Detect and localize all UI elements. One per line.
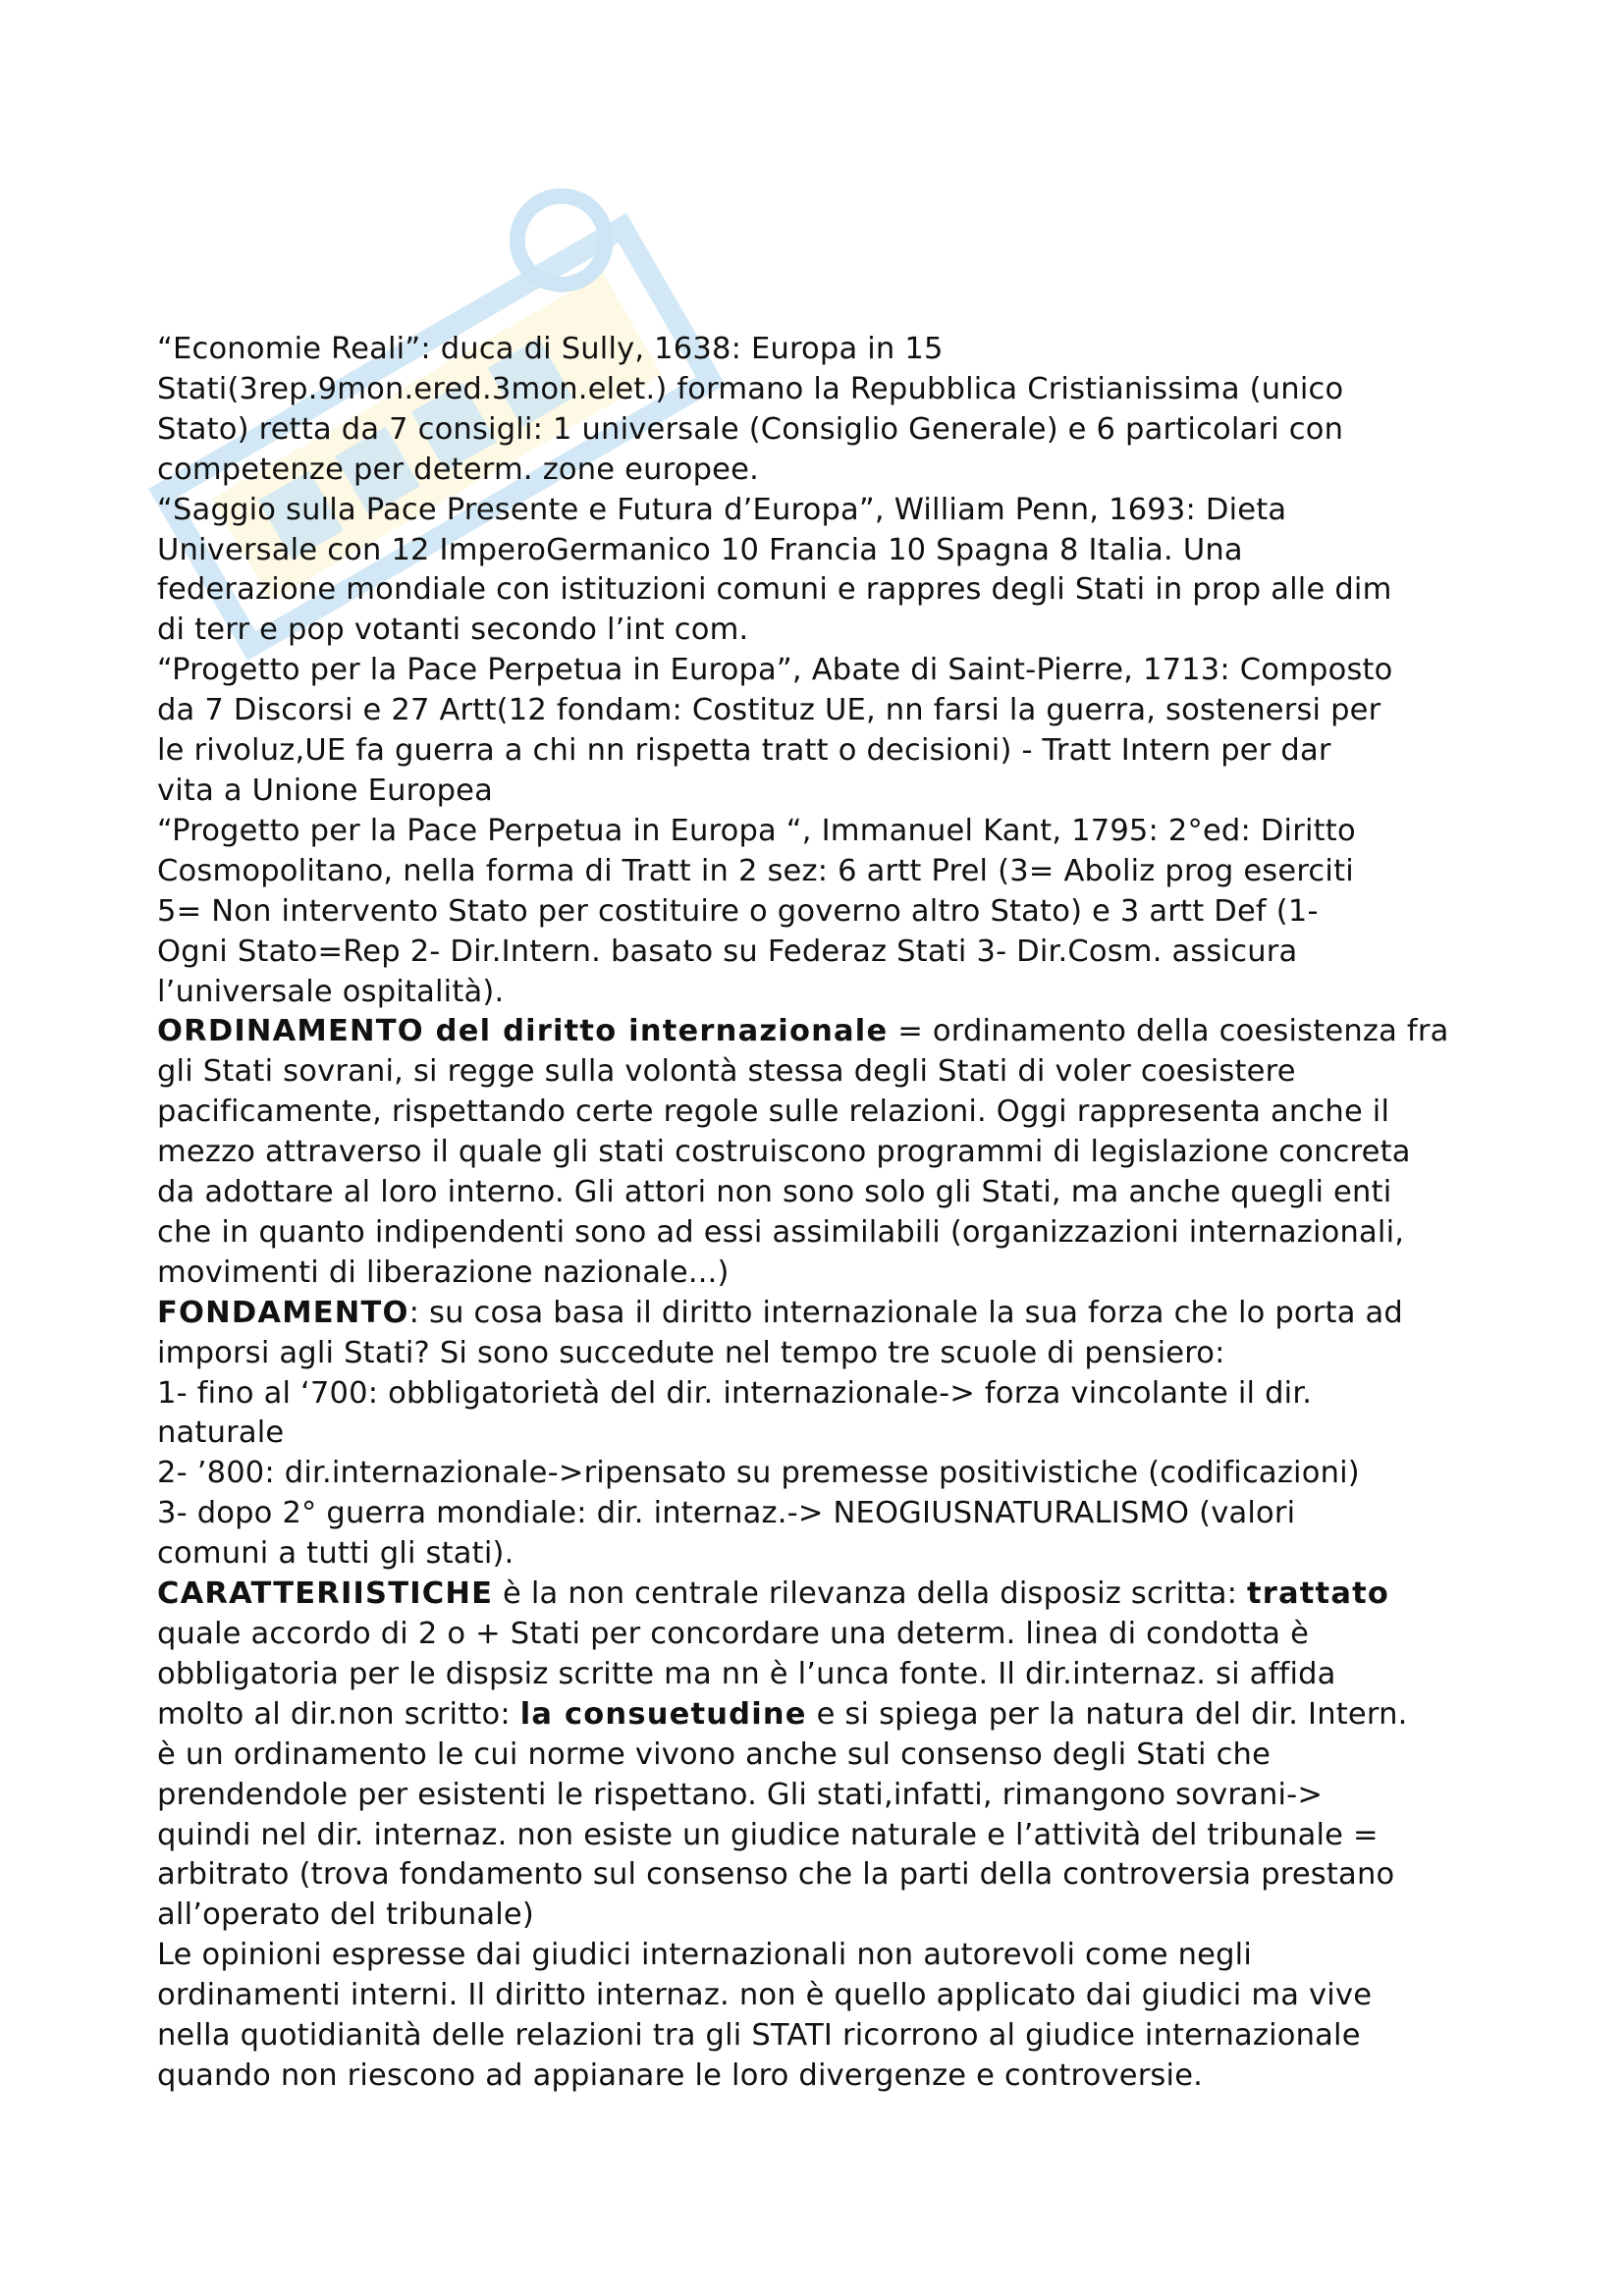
text-line: nella quotidianità delle relazioni tra gli STATI ricorrono al giudice internazionale	[157, 2018, 1361, 2054]
text-line: pacificamente, rispettando certe regole sulle relazioni. Oggi rappresenta anche il	[157, 1095, 1390, 1130]
text-line: 2- ’800: dir.internazionale->ripensato su premesse positivistiche (codificazioni)	[157, 1456, 1360, 1491]
text-line: “Progetto per la Pace Perpetua in Europa “, Immanuel Kant, 1795: 2°ed: Diritto	[157, 813, 1356, 848]
text-line	[157, 1695, 1532, 1735]
text-line: movimenti di liberazione nazionale...)	[157, 1255, 730, 1290]
text-line: federazione mondiale con istituzioni comuni e rappres degli Stati in prop alle dim	[157, 572, 1392, 608]
text-line: da adottare al loro interno. Gli attori non sono solo gli Stati, ma anche quegli enti	[157, 1175, 1392, 1210]
text-line: Le opinioni espresse dai giudici internazionali non autorevoli come negli	[157, 1938, 1253, 1973]
text-line: quando non riescono ad appianare le loro divergenze e controversie.	[157, 2057, 1204, 2093]
term-consuetudine: la consuetudine	[519, 1696, 807, 1732]
text-line: comuni a tutti gli stati).	[157, 1536, 514, 1572]
text-line: naturale	[157, 1415, 285, 1451]
text-line: Stati(3rep.9mon.ered.3mon.elet.) formano la Repubblica Cristianissima (unico	[157, 371, 1344, 406]
term-fondamento: FONDAMENTO	[157, 1295, 409, 1330]
text-line: di terr e pop votanti secondo l’int com.	[157, 613, 749, 648]
document-body	[157, 330, 1532, 2097]
text-line: che in quanto indipendenti sono ad essi assimilabili (organizzazioni internazionali,	[157, 1214, 1405, 1250]
text-line: gli Stati sovrani, si regge sulla volontà stessa degli Stati di voler coesistere	[157, 1054, 1296, 1090]
text-line: Stato) retta da 7 consigli: 1 universale (Consiglio Generale) e 6 particolari con	[157, 411, 1344, 447]
text-line: all’operato del tribunale)	[157, 1897, 534, 1933]
text-line: Universale con 12 ImperoGermanico 10 Francia 10 Spagna 8 Italia. Una	[157, 532, 1243, 567]
text-line: da 7 Discorsi e 27 Artt(12 fondam: Costituz UE, nn farsi la guerra, sostenersi per	[157, 693, 1381, 728]
text-line: prendendole per esistenti le rispettano. Gli stati,infatti, rimangono sovrani->	[157, 1777, 1324, 1812]
text-line: mezzo attraverso il quale gli stati costruiscono programmi di legislazione concreta	[157, 1135, 1411, 1170]
text-segment: e si spiega per la natura del dir. Intern.	[806, 1696, 1408, 1732]
text-line	[157, 1012, 1532, 1052]
text-line: 3- dopo 2° guerra mondiale: dir. internaz.-> NEOGIUSNATURALISMO (valori	[157, 1496, 1296, 1531]
text-line: ordinamenti interni. Il diritto internaz. non è quello applicato dai giudici ma vive	[157, 1978, 1373, 2013]
text-segment: molto al dir.non scritto:	[157, 1696, 520, 1732]
text-line: competenze per determ. zone europee.	[157, 452, 759, 487]
text-line: l’universale ospitalità).	[157, 974, 505, 1009]
text-line: obbligatoria per le dispsiz scritte ma nn è l’unca fonte. Il dir.internaz. si affida	[157, 1656, 1336, 1691]
text-line: Ogni Stato=Rep 2- Dir.Intern. basato su Federaz Stati 3- Dir.Cosm. assicura	[157, 934, 1298, 969]
text-line: vita a Unione Europea	[157, 773, 493, 808]
text-line	[157, 1294, 1532, 1334]
text-line: “Saggio sulla Pace Presente e Futura d’Europa”, William Penn, 1693: Dieta	[157, 492, 1287, 527]
text-line: 1- fino al ‘700: obbligatorietà del dir. internazionale-> forza vincolante il dir.	[157, 1375, 1313, 1411]
text-line: Cosmopolitano, nella forma di Tratt in 2 sez: 6 artt Prel (3= Aboliz prog eserciti	[157, 853, 1354, 888]
text-line: quindi nel dir. internaz. non esiste un giudice naturale e l’attività del tribunale =	[157, 1817, 1379, 1852]
text-line: 5= Non intervento Stato per costituire o governo altro Stato) e 3 artt Def (1-	[157, 893, 1319, 929]
text-line	[157, 1575, 1532, 1615]
text-line: imporsi agli Stati? Si sono succedute nel tempo tre scuole di pensiero:	[157, 1335, 1225, 1370]
text-line: “Economie Reali”: duca di Sully, 1638: Europa in 15	[157, 332, 944, 366]
term-trattato: trattato	[1246, 1576, 1390, 1612]
text-segment: : su cosa basa il diritto internazionale la sua forza che lo porta ad	[408, 1295, 1403, 1330]
text-line: quale accordo di 2 o + Stati per concordare una determ. linea di condotta è	[157, 1617, 1310, 1651]
text-segment: = ordinamento della coesistenza fra	[888, 1014, 1449, 1049]
text-line: le rivoluz,UE fa guerra a chi nn rispetta tratt o decisioni) - Tratt Intern per dar	[157, 733, 1331, 769]
text-line: arbitrato (trova fondamento sul consenso che la parti della controversia prestano	[157, 1857, 1395, 1893]
text-line: “Progetto per la Pace Perpetua in Europa”, Abate di Saint-Pierre, 1713: Composto	[157, 653, 1393, 688]
text-segment: è la non centrale rilevanza della disposiz scritta:	[493, 1576, 1247, 1612]
term-ordinamento: ORDINAMENTO del diritto internazionale	[157, 1014, 889, 1049]
text-line: è un ordinamento le cui norme vivono anche sul consenso degli Stati che	[157, 1736, 1272, 1772]
term-caratteristiche: CARATTERIISTICHE	[157, 1576, 494, 1612]
